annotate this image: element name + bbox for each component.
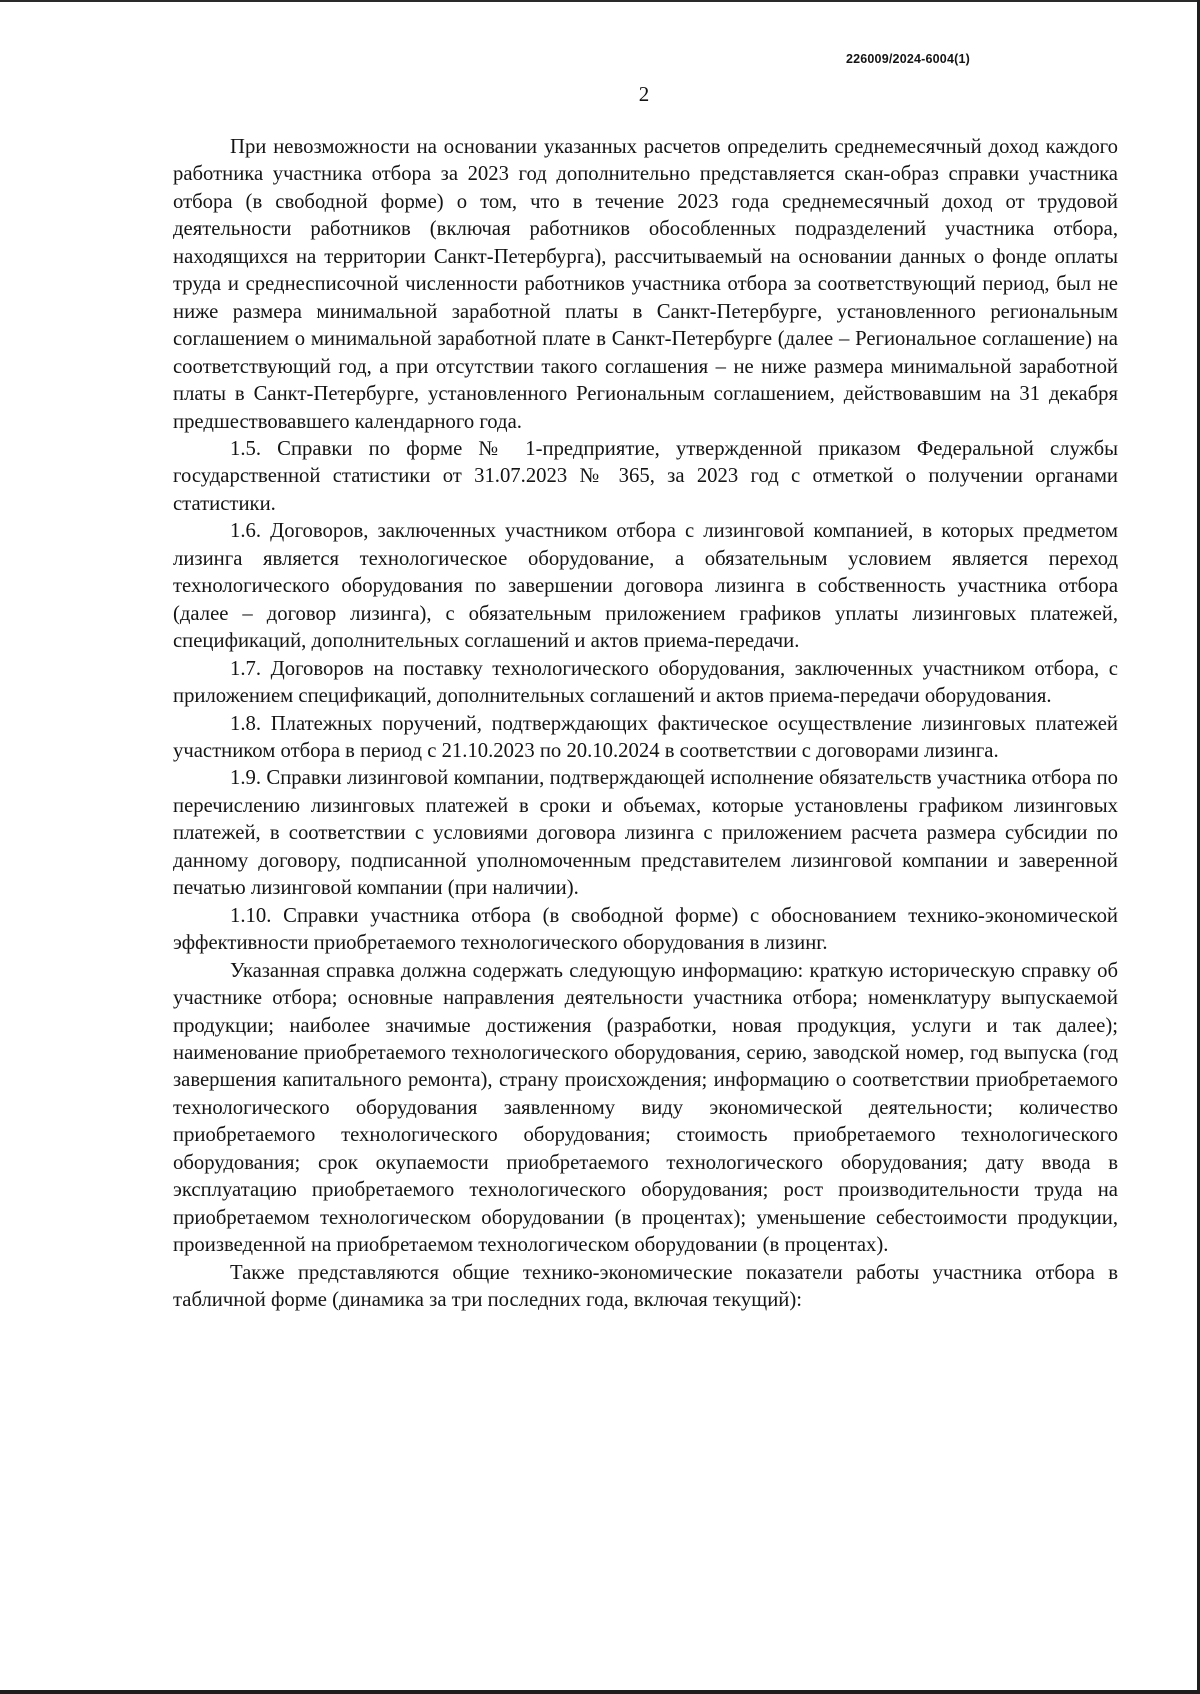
scan-top-edge xyxy=(0,0,1200,2)
paragraph-1-9: 1.9. Справки лизинговой компании, подтверждающей исполнение обязательств участника отбора по перечислению лизинговых платежей в сроки и объемах, которые установлены графиком лизинговых платежей, в соответствии с условиями договора лизинга с приложением расчета размера субсидии по данному договору, подписанной уполномоченным представителем лизинговой компании и заверенной печатью лизинговой компании (при наличии). xyxy=(173,767,1118,900)
paragraph-income-certificate: При невозможности на основании указанных расчетов определить среднемесячный доход каждого работника участника отбора за 2023 год дополнительно представляется скан-образ справки участника отбора (в свободной форме) о том, что в течение 2023 года среднемесячный доход от трудовой деятельности работников (включая работников обособленных подразделений участника отбора, находящихся на территории Санкт-Петербурга), рассчитываемый на основании данных о фонде оплаты труда и среднесписочной численности работников участника отбора за соответствующий период, был не ниже размера минимальной заработной платы в Санкт-Петербурге, установленного региональным соглашением о минимальной заработной плате в Санкт-Петербурге (далее – Региональное соглашение) на соответствующий год, а при отсутствии такого соглашения – не ниже размера минимальной заработной платы в Санкт-Петербурге, установленного Региональным соглашением, действовавшим на 31 декабря предшествовавшего календарного года. xyxy=(173,136,1118,433)
document-body xyxy=(173,134,1118,1314)
document-registration-number: 226009/2024-6004(1) xyxy=(845,52,970,66)
paragraph-technical-indicators: Также представляются общие технико-экономические показатели работы участника отбора в табличной форме (динамика за три последних года, включая текущий): xyxy=(173,1261,1118,1312)
paragraph-1-8: 1.8. Платежных поручений, подтверждающих фактическое осуществление лизинговых платежей участником отбора в период с 21.10.2023 по 20.10.2024 в соответствии с договорами лизинга. xyxy=(173,712,1118,762)
scan-bottom-edge xyxy=(0,1690,1200,1694)
paragraph-1-10: 1.10. Справки участника отбора (в свободной форме) с обоснованием технико-экономической эффективности приобретаемого технологического оборудования в лизинг. xyxy=(173,904,1118,955)
paragraph-1-6: 1.6. Договоров, заключенных участником отбора с лизинговой компанией, в которых предметом лизинга является технологическое оборудование, а обязательным условием является переход технологического оборудования по завершении договора лизинга в собственность участника отбора (далее – договор лизинга), с обязательным приложением графиков уплаты лизинговых платежей, спецификаций, дополнительных соглашений и актов приема-передачи. xyxy=(173,520,1118,653)
paragraph-1-7: 1.7. Договоров на поставку технологического оборудования, заключенных участником отбора, с приложением спецификаций, дополнительных соглашений и актов приема-передачи оборудования. xyxy=(173,657,1118,708)
page-number: 2 xyxy=(638,82,650,106)
paragraph-1-5: 1.5. Справки по форме № 1-предприятие, утвержденной приказом Федеральной службы государственной статистики от 31.07.2023 № 365, за 2023 год с отметкой о получении органами статистики. xyxy=(173,437,1118,515)
paragraph-certificate-content: Указанная справка должна содержать следующую информацию: краткую историческую справку об участнике отбора; основные направления деятельности участника отбора; номенклатуру выпускаемой продукции; наиболее значимые достижения (разработки, новая продукция, услуги и так далее); наименование приобретаемого технологического оборудования, серию, заводской номер, год выпуска (год завершения капитального ремонта), страну происхождения; информацию о соответствии приобретаемого технологического оборудования заявленному виду экономической деятельности; количество приобретаемого технологического оборудования; стоимость приобретаемого технологического оборудования; срок окупаемости приобретаемого технологического оборудования; дату ввода в эксплуатацию приобретаемого технологического оборудования; рост производительности труда на приобретаемом технологическом оборудовании (в процентах); уменьшение себестоимости продукции, произведенной на приобретаемом технологическом оборудовании (в процентах). xyxy=(173,959,1118,1257)
